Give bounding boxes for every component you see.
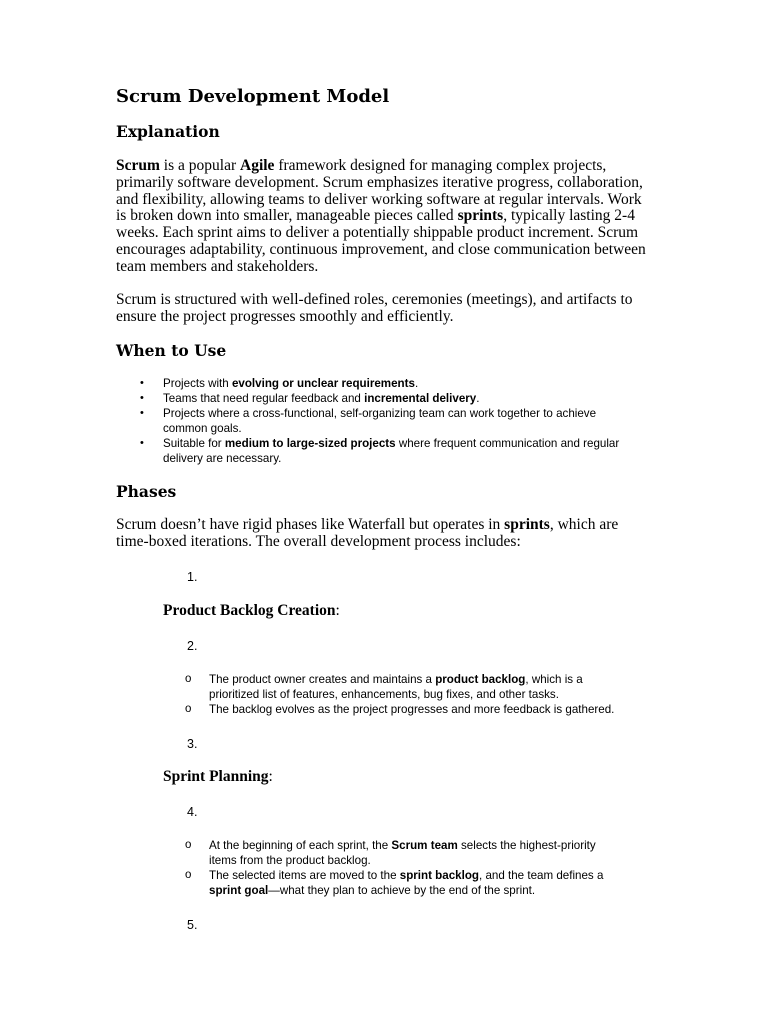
text-run: , and the team defines a: [479, 869, 604, 882]
text-run: The product owner creates and maintains a: [209, 673, 436, 686]
explanation-paragraph-1: [116, 158, 651, 276]
text-run: —what they plan to achieve by the end of the sprint.: [268, 884, 536, 897]
explanation-paragraph-2: [116, 292, 651, 326]
text-run: selects the highest-priority items from the product backlog.: [209, 839, 596, 867]
text-run: , which are time-boxed iterations. The overall development process includes:: [116, 516, 619, 550]
phase-title-product-backlog: Product Backlog Creation:: [163, 602, 340, 619]
list-number: 4.: [187, 805, 198, 819]
text-run: Teams that need regular feedback and: [163, 392, 365, 405]
when-to-use-heading: When to Use: [116, 341, 227, 360]
explanation-heading: Explanation: [116, 122, 220, 141]
text-run: is a popular: [159, 157, 240, 174]
list-item: [116, 376, 636, 391]
bold-text: medium to large-sized projects: [224, 437, 396, 450]
text-run: Projects with: [163, 377, 232, 390]
text-run: , which is a prioritized list of features, enhancements, bug fixes, and other tasks.: [209, 673, 583, 701]
text-run: Suitable for: [163, 437, 225, 450]
bold-text: incremental delivery: [364, 392, 477, 405]
text-run: Scrum is structured with well-defined roles, ceremonies (meetings), and artifacts to ensure the project progresses smoothly and efficiently.: [116, 291, 633, 325]
text-run: The selected items are moved to the: [209, 869, 400, 882]
phase-title-sprint-planning: Sprint Planning:: [163, 768, 273, 785]
text-run: Scrum doesn’t have rigid phases like Waterfall but operates in: [116, 516, 505, 533]
bold-text: sprint backlog: [399, 869, 479, 882]
list-item: [116, 406, 636, 436]
bold-text: sprints: [457, 207, 504, 225]
when-to-use-list: [116, 376, 636, 466]
text-run: framework designed for managing complex projects, primarily software development. Scrum emphasizes iterative progress, collaboration, and flexibility, allowing teams to deliver working software at regular intervals. Work is broken down into smaller, manageable pieces called: [116, 157, 643, 225]
list-number: 3.: [187, 737, 198, 751]
phases-heading: Phases: [116, 482, 177, 501]
text-run: Projects where a cross-functional, self-organizing team can work together to achieve common goals.: [163, 407, 597, 435]
bold-text: evolving or unclear requirements: [231, 377, 415, 390]
text-run: .: [414, 377, 419, 390]
bold-text: product backlog: [435, 673, 526, 686]
list-item: [185, 672, 615, 702]
text-run: The backlog evolves as the project progresses and more feedback is gathered.: [209, 703, 615, 716]
product-backlog-list: [185, 672, 615, 717]
bold-text: Scrum: [116, 157, 160, 174]
list-item: [185, 702, 615, 717]
bold-text: sprint goal: [209, 884, 269, 897]
bold-text: Agile: [240, 157, 275, 174]
list-item: [185, 838, 615, 868]
list-item: [185, 868, 615, 898]
phases-intro: [116, 517, 651, 551]
list-number: 5.: [187, 918, 198, 932]
list-item: [116, 391, 636, 406]
bold-text: sprints: [504, 516, 550, 533]
text-run: , typically lasting 2-4 weeks. Each sprint aims to deliver a potentially shippable product increment. Scrum encourages adaptability, continuous improvement, and close communication between team members and stakeholders.: [116, 207, 646, 275]
list-number: 1.: [187, 570, 198, 584]
text-run: where frequent communication and regular delivery are necessary.: [163, 437, 620, 465]
bold-text: Scrum team: [391, 839, 458, 852]
text-run: .: [476, 392, 480, 405]
document-title: Scrum Development Model: [116, 86, 390, 107]
list-number: 2.: [187, 639, 198, 653]
text-run: At the beginning of each sprint, the: [209, 839, 392, 852]
sprint-planning-list: [185, 838, 615, 898]
list-item: [116, 436, 636, 466]
